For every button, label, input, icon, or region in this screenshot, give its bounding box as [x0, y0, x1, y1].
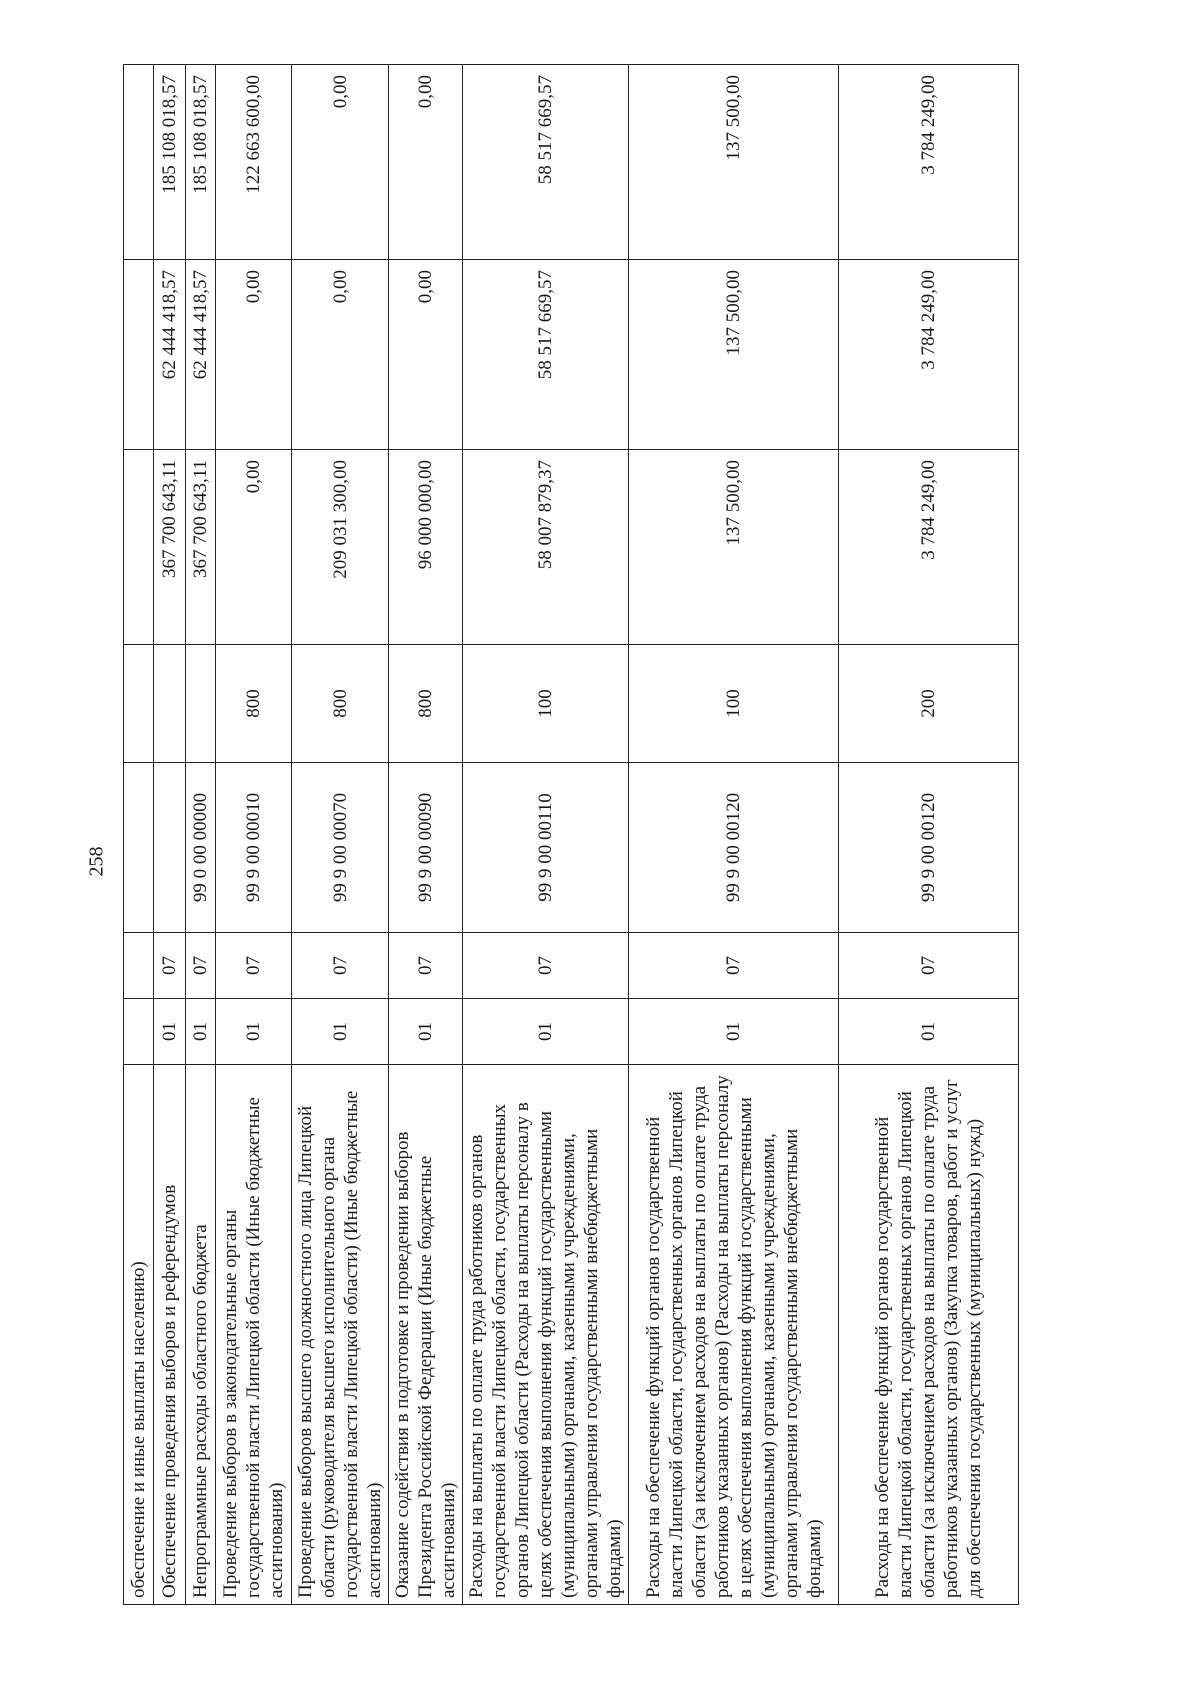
section-code-cell: 01	[463, 999, 629, 1065]
amount-year2-cell: 0,00	[216, 260, 292, 450]
table-row	[629, 65, 839, 1605]
amount-year1-cell	[124, 450, 154, 645]
amount-year3-cell: 3 784 249,00	[839, 65, 1019, 260]
section-code-cell: 01	[839, 999, 1019, 1065]
row-name-cell: Непрограммные расходы областного бюджета	[186, 1065, 216, 1605]
amount-year1-cell: 137 500,00	[629, 450, 839, 645]
subsection-code-cell: 07	[186, 933, 216, 999]
target-article-cell	[154, 763, 186, 933]
row-name-cell: Расходы на выплаты по оплате труда работников органов государственной власти Липецкой области, государственных органов Липецкой области (Расходы на выплаты персоналу в целях обеспечения выполнения функций государственными (муниципальными) органами, казенными учреждениями, органами управления государственными внебюджетными фондами)	[463, 1065, 629, 1605]
amount-year2-cell: 0,00	[292, 260, 389, 450]
target-article-cell: 99 0 00 00000	[186, 763, 216, 933]
expense-type-cell: 200	[839, 645, 1019, 763]
section-code-cell: 01	[629, 999, 839, 1065]
section-code-cell	[124, 999, 154, 1065]
row-name-cell: Обеспечение проведения выборов и референдумов	[154, 1065, 186, 1605]
amount-year3-cell: 0,00	[389, 65, 463, 260]
subsection-code-cell: 07	[292, 933, 389, 999]
amount-year1-cell: 367 700 643,11	[154, 450, 186, 645]
amount-year2-cell: 0,00	[389, 260, 463, 450]
table-row	[839, 65, 1019, 1605]
subsection-code-cell: 07	[839, 933, 1019, 999]
amount-year3-cell: 185 108 018,57	[186, 65, 216, 260]
amount-year2-cell: 62 444 418,57	[186, 260, 216, 450]
amount-year1-cell: 209 031 300,00	[292, 450, 389, 645]
table-row	[292, 65, 389, 1605]
row-name-cell: Оказание содействия в подготовке и проведении выборов Президента Российской Федерации (Иные бюджетные ассигнования)	[389, 1065, 463, 1605]
section-code-cell: 01	[389, 999, 463, 1065]
table-row	[154, 65, 186, 1605]
subsection-code-cell: 07	[216, 933, 292, 999]
subsection-code-cell: 07	[629, 933, 839, 999]
expense-type-cell: 800	[216, 645, 292, 763]
amount-year1-cell: 367 700 643,11	[186, 450, 216, 645]
section-code-cell: 01	[186, 999, 216, 1065]
table-row	[216, 65, 292, 1605]
amount-year3-cell: 185 108 018,57	[154, 65, 186, 260]
subsection-code-cell: 07	[389, 933, 463, 999]
section-code-cell: 01	[154, 999, 186, 1065]
budget-table-wrapper	[123, 65, 1023, 1605]
expense-type-cell	[154, 645, 186, 763]
amount-year2-cell: 3 784 249,00	[839, 260, 1019, 450]
amount-year1-cell: 96 000 000,00	[389, 450, 463, 645]
amount-year3-cell: 58 517 669,57	[463, 65, 629, 260]
amount-year3-cell: 137 500,00	[629, 65, 839, 260]
row-name-cell: Проведение выборов высшего должностного лица Липецкой области (руководителя высшего исполнительного органа государственной власти Липецкой области) (Иные бюджетные ассигнования)	[292, 1065, 389, 1605]
amount-year2-cell: 62 444 418,57	[154, 260, 186, 450]
target-article-cell: 99 9 00 00120	[629, 763, 839, 933]
amount-year1-cell: 0,00	[216, 450, 292, 645]
subsection-code-cell: 07	[154, 933, 186, 999]
table-row	[389, 65, 463, 1605]
row-name-cell: Проведение выборов в законодательные органы государственной власти Липецкой области (Иные бюджетные ассигнования)	[216, 1065, 292, 1605]
amount-year1-cell: 58 007 879,37	[463, 450, 629, 645]
expense-type-cell: 800	[292, 645, 389, 763]
expense-type-cell	[186, 645, 216, 763]
expense-type-cell	[124, 645, 154, 763]
subsection-code-cell: 07	[463, 933, 629, 999]
row-name-cell: Расходы на обеспечение функций органов государственной власти Липецкой области, государственных органов Липецкой области (за исключением расходов на выплаты по оплате труда работников указанных органов) (Закупка товаров, работ и услуг для обеспечения государственных (муниципальных) нужд)	[839, 1065, 1019, 1605]
target-article-cell: 99 9 00 00120	[839, 763, 1019, 933]
budget-table	[123, 64, 1019, 1605]
table-row	[463, 65, 629, 1605]
target-article-cell: 99 9 00 00090	[389, 763, 463, 933]
target-article-cell: 99 9 00 00110	[463, 763, 629, 933]
table-row	[124, 65, 154, 1605]
target-article-cell: 99 9 00 00010	[216, 763, 292, 933]
expense-type-cell: 800	[389, 645, 463, 763]
row-name-cell: обеспечение и иные выплаты населению)	[124, 1065, 154, 1605]
amount-year2-cell: 58 517 669,57	[463, 260, 629, 450]
section-code-cell: 01	[292, 999, 389, 1065]
row-name-cell: Расходы на обеспечение функций органов государственной власти Липецкой области, государственных органов Липецкой области (за исключением расходов на выплаты по оплате труда работников указанных органов) (Расходы на выплаты персоналу в целях обеспечения выполнения функций государственными (муниципальными) органами, казенными учреждениями, органами управления государственными внебюджетными фондами)	[629, 1065, 839, 1605]
budget-table-body	[124, 65, 1019, 1605]
expense-type-cell: 100	[629, 645, 839, 763]
section-code-cell: 01	[216, 999, 292, 1065]
subsection-code-cell	[124, 933, 154, 999]
page-number: 258	[85, 846, 108, 877]
amount-year3-cell: 122 663 600,00	[216, 65, 292, 260]
amount-year1-cell: 3 784 249,00	[839, 450, 1019, 645]
amount-year2-cell	[124, 260, 154, 450]
amount-year3-cell: 0,00	[292, 65, 389, 260]
expense-type-cell: 100	[463, 645, 629, 763]
table-row	[186, 65, 216, 1605]
amount-year2-cell: 137 500,00	[629, 260, 839, 450]
target-article-cell	[124, 763, 154, 933]
amount-year3-cell	[124, 65, 154, 260]
target-article-cell: 99 9 00 00070	[292, 763, 389, 933]
